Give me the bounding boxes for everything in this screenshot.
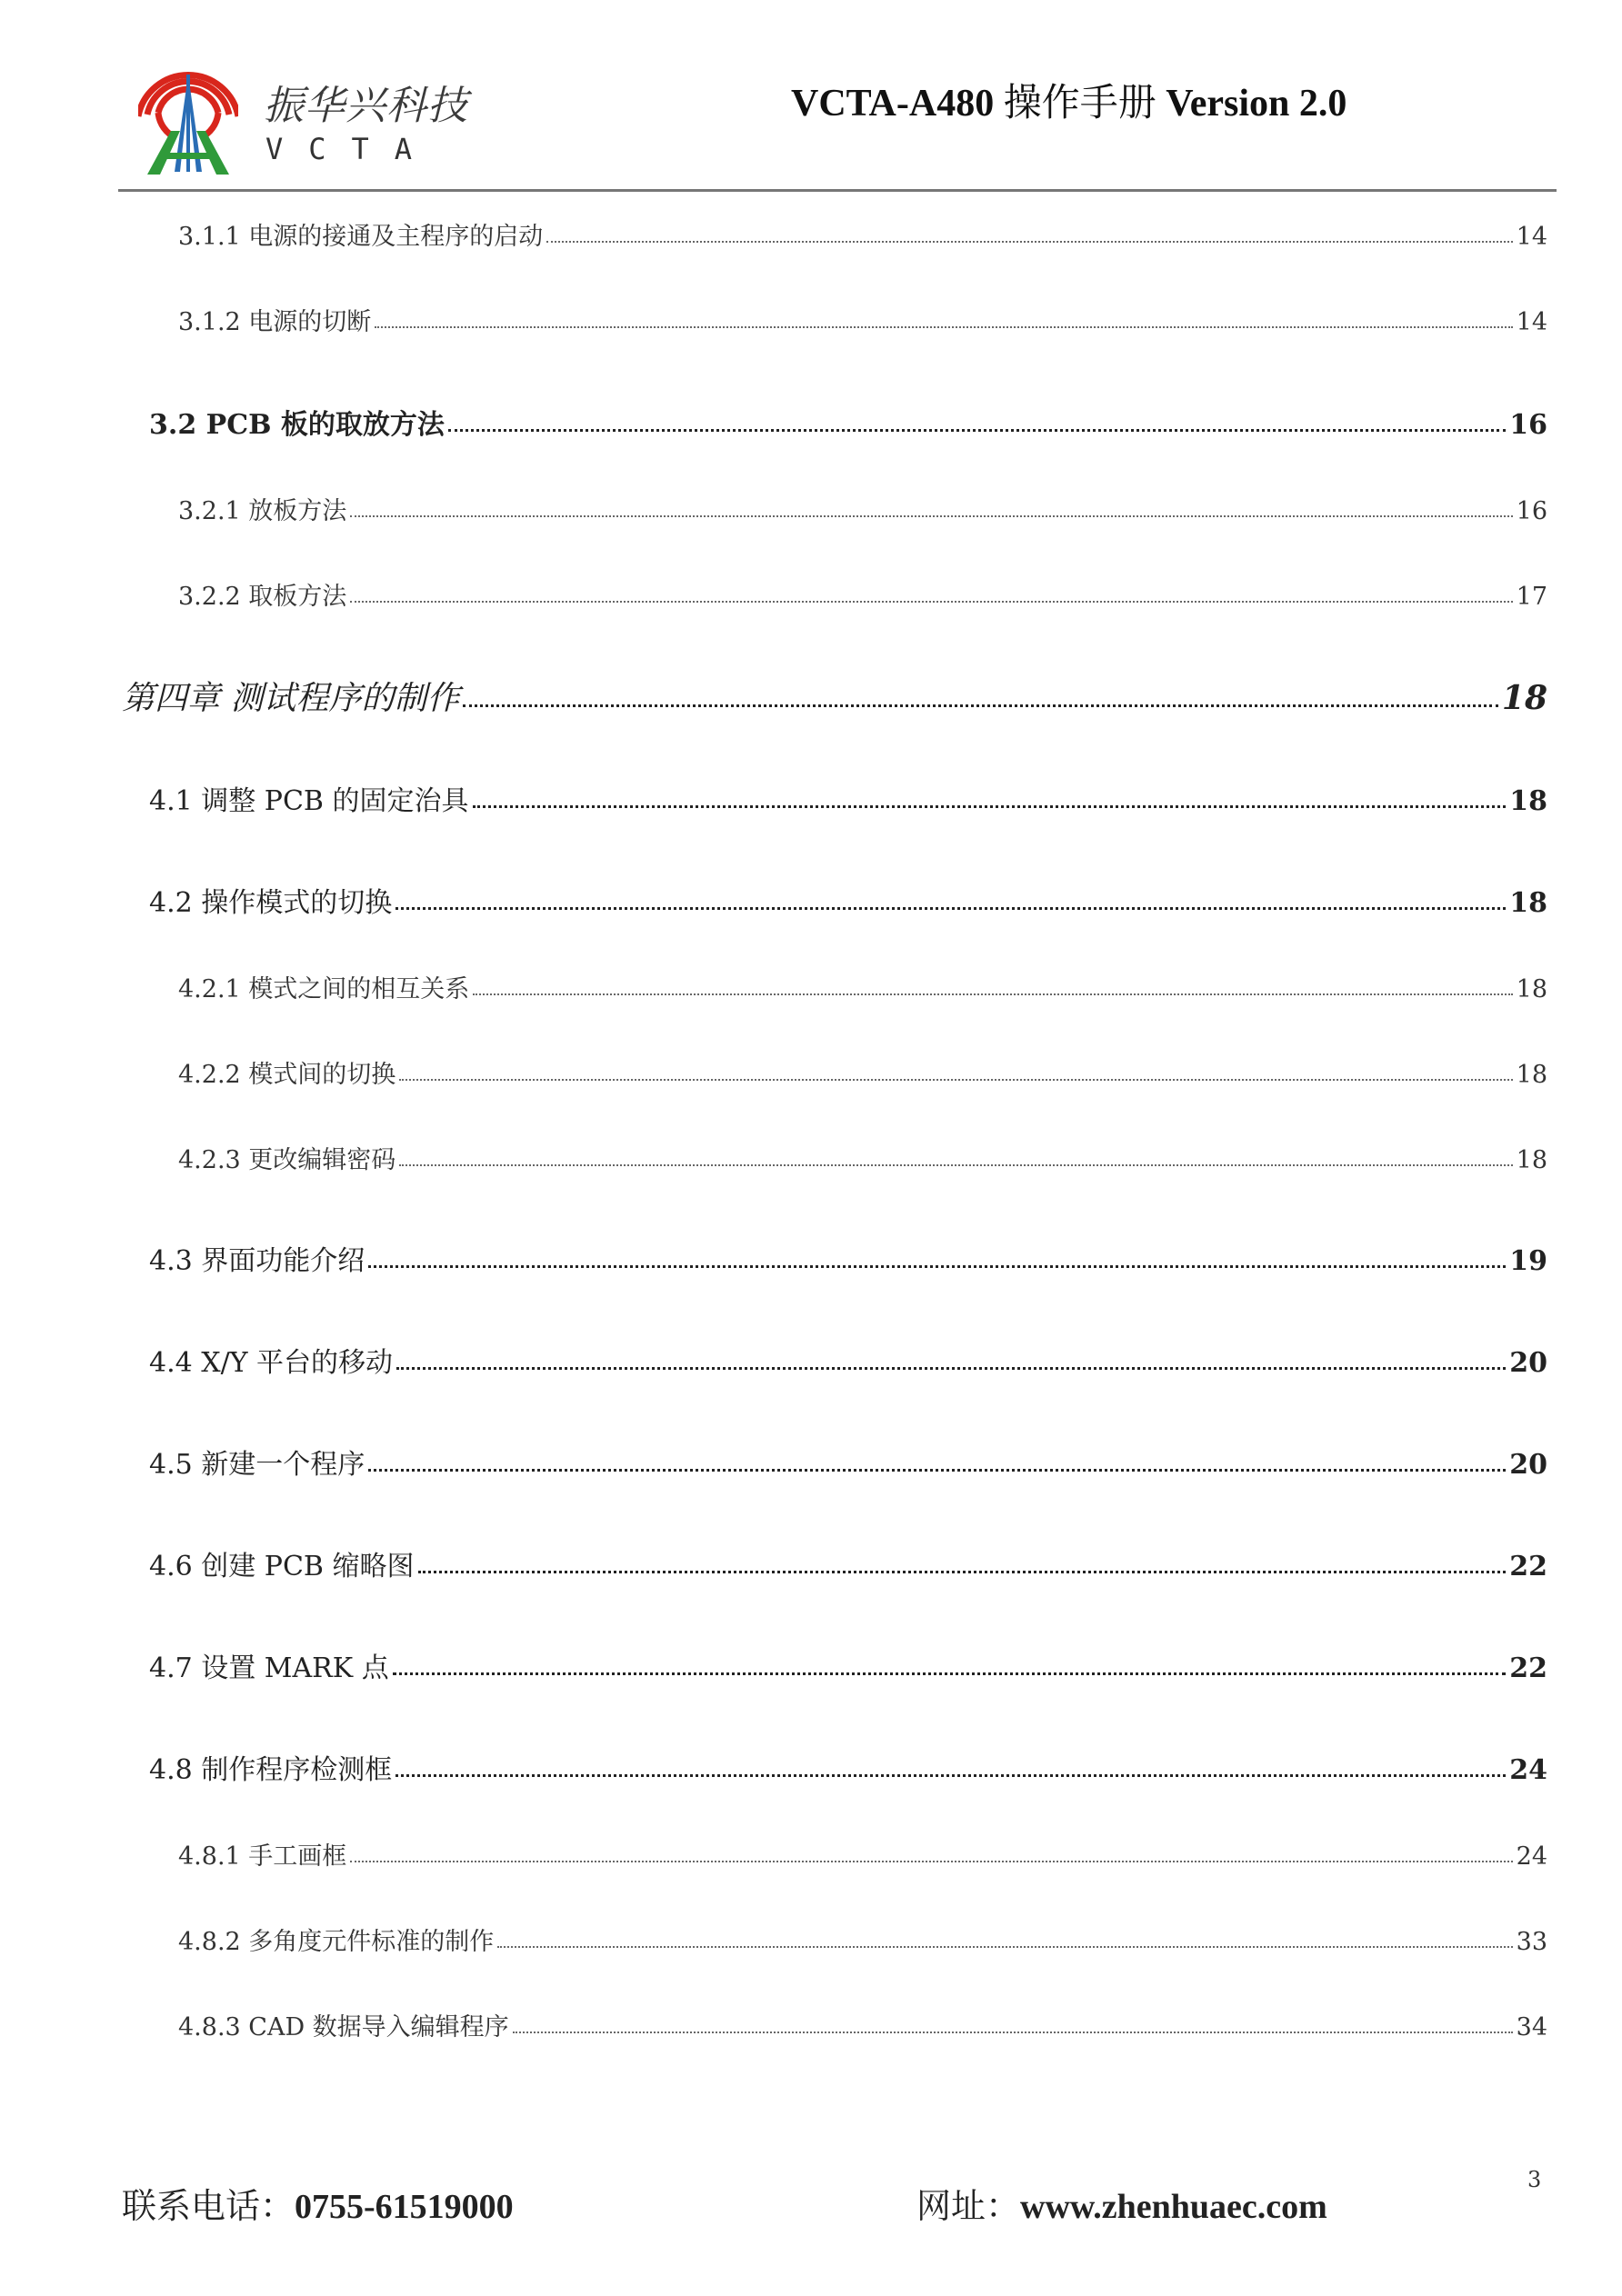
toc-entry[interactable] bbox=[149, 402, 1547, 442]
manual-title bbox=[791, 73, 1347, 127]
toc-entry[interactable] bbox=[178, 969, 1547, 1004]
toc-dot-leader bbox=[368, 1469, 1506, 1472]
toc-entry-page: 18 bbox=[1516, 1061, 1547, 1089]
toc-entry-label: 4.8.3 CAD 数据导入编辑程序 bbox=[178, 2013, 509, 2041]
toc-entry[interactable] bbox=[178, 302, 1547, 337]
toc-dot-leader bbox=[368, 1265, 1506, 1268]
page-number: 3 bbox=[1527, 2167, 1542, 2192]
toc-entry-label: 4.2.3 更改编辑密码 bbox=[178, 1146, 396, 1174]
toc-entry-label: 4.8.2 多角度元件标准的制作 bbox=[178, 1928, 495, 1956]
toc-dot-leader bbox=[418, 1571, 1507, 1573]
company-logo bbox=[138, 58, 238, 176]
company-name: 振华兴科技 bbox=[264, 83, 468, 129]
toc-dot-leader bbox=[395, 907, 1506, 910]
toc-entry[interactable] bbox=[178, 576, 1547, 612]
toc-dot-leader bbox=[448, 429, 1506, 432]
toc-dot-leader bbox=[350, 601, 1512, 603]
toc-dot-leader bbox=[350, 1861, 1512, 1862]
toc-dot-leader bbox=[463, 704, 1497, 707]
toc-entry-label: 第四章 测试程序的制作 bbox=[122, 680, 460, 717]
toc-entry[interactable] bbox=[178, 216, 1547, 252]
toc-dot-leader bbox=[513, 2031, 1513, 2033]
toc-entry-page: 18 bbox=[1516, 975, 1547, 1003]
toc-entry[interactable] bbox=[178, 1054, 1547, 1090]
manual-title-zh: 操作手册 bbox=[1003, 83, 1156, 125]
toc-entry-label: 4.2.1 模式之间的相互关系 bbox=[178, 975, 470, 1003]
toc-entry-label: 3.1.2 电源的切断 bbox=[178, 308, 372, 336]
toc-entry-page: 16 bbox=[1516, 497, 1547, 525]
toc-entry-page: 18 bbox=[1501, 679, 1547, 717]
toc-entry[interactable] bbox=[149, 1747, 1547, 1787]
toc-entry[interactable] bbox=[149, 1543, 1547, 1583]
toc-entry-page: 33 bbox=[1516, 1928, 1547, 1956]
contact-phone: 0755-61519000 bbox=[295, 2188, 514, 2226]
toc-entry-label: 3.1.1 电源的接通及主程序的启动 bbox=[178, 223, 544, 251]
website-label: 网址： bbox=[916, 2186, 1021, 2226]
toc-entry[interactable] bbox=[149, 1442, 1547, 1482]
toc-chapter-entry[interactable] bbox=[122, 673, 1547, 719]
toc-entry-page: 24 bbox=[1509, 1754, 1547, 1786]
toc-entry-label: 4.8 制作程序检测框 bbox=[149, 1754, 393, 1786]
toc-dot-leader bbox=[393, 1672, 1507, 1675]
toc-entry-page: 22 bbox=[1509, 1652, 1547, 1684]
toc-dot-leader bbox=[399, 1164, 1512, 1166]
toc-entry-label: 4.2.2 模式间的切换 bbox=[178, 1061, 396, 1089]
toc-entry-label: 4.1 调整 PCB 的固定治具 bbox=[149, 785, 469, 817]
toc-entry-page: 20 bbox=[1509, 1449, 1547, 1481]
toc-entry-page: 14 bbox=[1516, 308, 1547, 336]
toc-entry-page: 17 bbox=[1516, 583, 1547, 611]
company-abbreviation: VCTA bbox=[265, 132, 438, 166]
website-link[interactable]: www.zhenhuaec.com bbox=[1020, 2188, 1327, 2226]
toc-dot-leader bbox=[497, 1946, 1512, 1948]
toc-dot-leader bbox=[399, 1079, 1512, 1081]
contact-label: 联系电话： bbox=[122, 2186, 295, 2226]
toc-entry[interactable] bbox=[149, 1340, 1547, 1380]
manual-model: VCTA-A480 bbox=[791, 83, 995, 125]
toc-entry-page: 22 bbox=[1509, 1551, 1547, 1582]
toc-entry-label: 4.2 操作模式的切换 bbox=[149, 887, 393, 919]
toc-entry-page: 34 bbox=[1516, 2013, 1547, 2041]
header-divider bbox=[118, 189, 1557, 192]
toc-entry-label: 4.5 新建一个程序 bbox=[149, 1449, 365, 1481]
toc-entry-label: 3.2.2 取板方法 bbox=[178, 583, 347, 611]
toc-entry-label: 4.6 创建 PCB 缩略图 bbox=[149, 1551, 415, 1582]
toc-entry[interactable] bbox=[149, 1645, 1547, 1685]
page-header bbox=[118, 45, 1557, 191]
toc-entry-label: 3.2.1 放板方法 bbox=[178, 497, 347, 525]
toc-entry-page: 18 bbox=[1516, 1146, 1547, 1174]
toc-entry-page: 24 bbox=[1516, 1842, 1547, 1871]
toc-entry-page: 14 bbox=[1516, 223, 1547, 251]
toc-dot-leader bbox=[546, 241, 1512, 243]
toc-entry-page: 16 bbox=[1509, 409, 1547, 441]
footer-contact bbox=[122, 2178, 514, 2228]
toc-dot-leader bbox=[395, 1774, 1506, 1777]
toc-entry-page: 19 bbox=[1509, 1245, 1547, 1277]
toc-entry-page: 18 bbox=[1509, 785, 1547, 817]
toc-entry[interactable] bbox=[178, 491, 1547, 526]
toc-entry[interactable] bbox=[178, 1922, 1547, 1957]
toc-entry[interactable] bbox=[149, 880, 1547, 920]
toc-entry-page: 18 bbox=[1509, 887, 1547, 919]
toc-entry-label: 4.8.1 手工画框 bbox=[178, 1842, 347, 1871]
manual-version: Version 2.0 bbox=[1166, 83, 1347, 125]
toc-entry-label: 4.7 设置 MARK 点 bbox=[149, 1652, 389, 1684]
toc-dot-leader bbox=[473, 993, 1512, 995]
toc-entry[interactable] bbox=[178, 1836, 1547, 1872]
toc-dot-leader bbox=[473, 805, 1507, 808]
toc-entry[interactable] bbox=[178, 2007, 1547, 2042]
toc-dot-leader bbox=[350, 515, 1512, 517]
toc-entry-page: 20 bbox=[1509, 1347, 1547, 1379]
toc-entry[interactable] bbox=[149, 778, 1547, 818]
toc-entry-label: 4.3 界面功能介绍 bbox=[149, 1245, 365, 1277]
toc-dot-leader bbox=[375, 326, 1512, 328]
toc-dot-leader bbox=[396, 1367, 1506, 1370]
toc-entry-label: 4.4 X/Y 平台的移动 bbox=[149, 1347, 394, 1379]
toc-entry-label: 3.2 PCB 板的取放方法 bbox=[149, 409, 445, 441]
footer-website bbox=[916, 2178, 1327, 2228]
toc-entry[interactable] bbox=[178, 1140, 1547, 1175]
toc-entry[interactable] bbox=[149, 1238, 1547, 1278]
